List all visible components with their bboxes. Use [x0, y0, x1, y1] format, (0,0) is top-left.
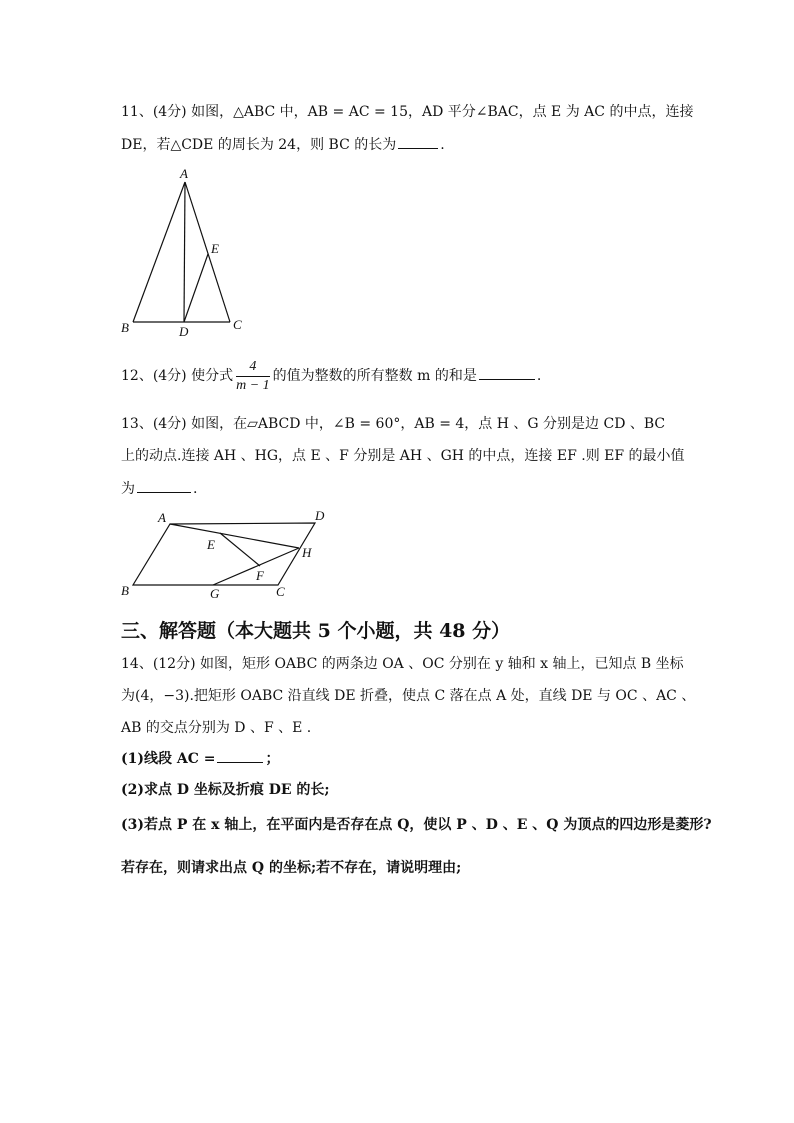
q11-text-line2-body: DE，若△CDE 的周长为 24，则 BC 的长为 [121, 137, 397, 153]
q13-label-h: H [302, 545, 312, 560]
q12-numerator: 4 [236, 358, 270, 377]
q12-fraction [236, 358, 270, 395]
section-heading-answer-questions: 三、解答题（本大题共 5 个小题，共 48 分） [121, 620, 511, 642]
q11-label-e: E [211, 241, 219, 256]
q11-label-a: A [180, 166, 188, 181]
q11-label-d: D [179, 324, 189, 339]
q11-answer-blank[interactable] [398, 134, 438, 149]
q13-label-a: A [158, 510, 166, 525]
q11-triangle-figure [115, 165, 255, 340]
q13-label-e: E [207, 537, 215, 552]
q14-text-line1: 14、(12分) 如图，矩形 OABC 的两条边 OA 、OC 分别在 y 轴和 x 轴上，已知点 B 坐标 [121, 656, 684, 672]
q12-answer-blank[interactable] [479, 365, 535, 380]
q14-part1 [121, 748, 279, 769]
q13-segment-ef [220, 533, 260, 566]
q14-part1-end: ； [265, 751, 280, 767]
q12-denominator: m − 1 [236, 377, 270, 393]
q14-text-line3: AB 的交点分别为 D 、F 、E . [121, 720, 312, 736]
q13-label-b: B [121, 583, 129, 598]
q13-label-d: D [315, 508, 325, 523]
q11-segment-ad [184, 182, 185, 322]
q12-end: . [536, 368, 542, 384]
q14-part3: (3)若点 P 在 x 轴上，在平面内是否存在点 Q，使以 P 、D 、E 、Q 为顶点的四边形是菱形? [121, 817, 712, 833]
q12-text [121, 356, 541, 396]
q11-label-c: C [233, 317, 242, 332]
q14-text-line2: 为(4，−3).把矩形 OABC 沿直线 DE 折叠，使点 C 落在点 A 处，直线 DE 与 OC 、AC 、 [121, 688, 696, 704]
q13-text-line3 [121, 478, 197, 499]
q13-answer-blank[interactable] [137, 478, 191, 493]
q12-suffix: 的值为整数的所有整数 m 的和是 [272, 368, 477, 384]
q13-text-line3-body: 为 [121, 481, 135, 497]
q13-label-f: F [256, 568, 264, 583]
q11-text-line2-end: . [440, 137, 445, 153]
q13-parallelogram-figure [115, 505, 345, 605]
q12-prefix: 12、(4分) 使分式 [121, 368, 234, 384]
q13-label-g: G [210, 586, 220, 601]
q14-part1-text: (1)线段 AC = [121, 751, 216, 767]
q13-text-line2: 上的动点.连接 AH 、HG，点 E 、F 分别是 AH 、GH 的中点，连接 EF .则 EF 的最小值 [121, 448, 685, 464]
q14-part3-continued: 若存在，则请求出点 Q 的坐标;若不存在，请说明理由; [121, 860, 462, 876]
q11-text-line1: 11、(4分) 如图，△ABC 中，AB = AC = 15，AD 平分∠BAC，点 E 为 AC 的中点，连接 [121, 104, 694, 120]
q11-segment-de [184, 254, 208, 322]
q13-text-line1: 13、(4分) 如图，在▱ABCD 中，∠B = 60°，AB = 4，点 H 、G 分别是边 CD 、BC [121, 416, 666, 432]
q14-part2: (2)求点 D 坐标及折痕 DE 的长; [121, 782, 330, 798]
q13-text-line3-end: . [193, 481, 198, 497]
q13-label-c: C [276, 584, 285, 599]
q13-parallelogram-abcd [133, 523, 315, 585]
q11-label-b: B [121, 320, 129, 335]
q11-text-line2 [121, 134, 445, 155]
q11-side-ab [133, 182, 185, 322]
q14-part1-answer-blank[interactable] [217, 748, 263, 763]
